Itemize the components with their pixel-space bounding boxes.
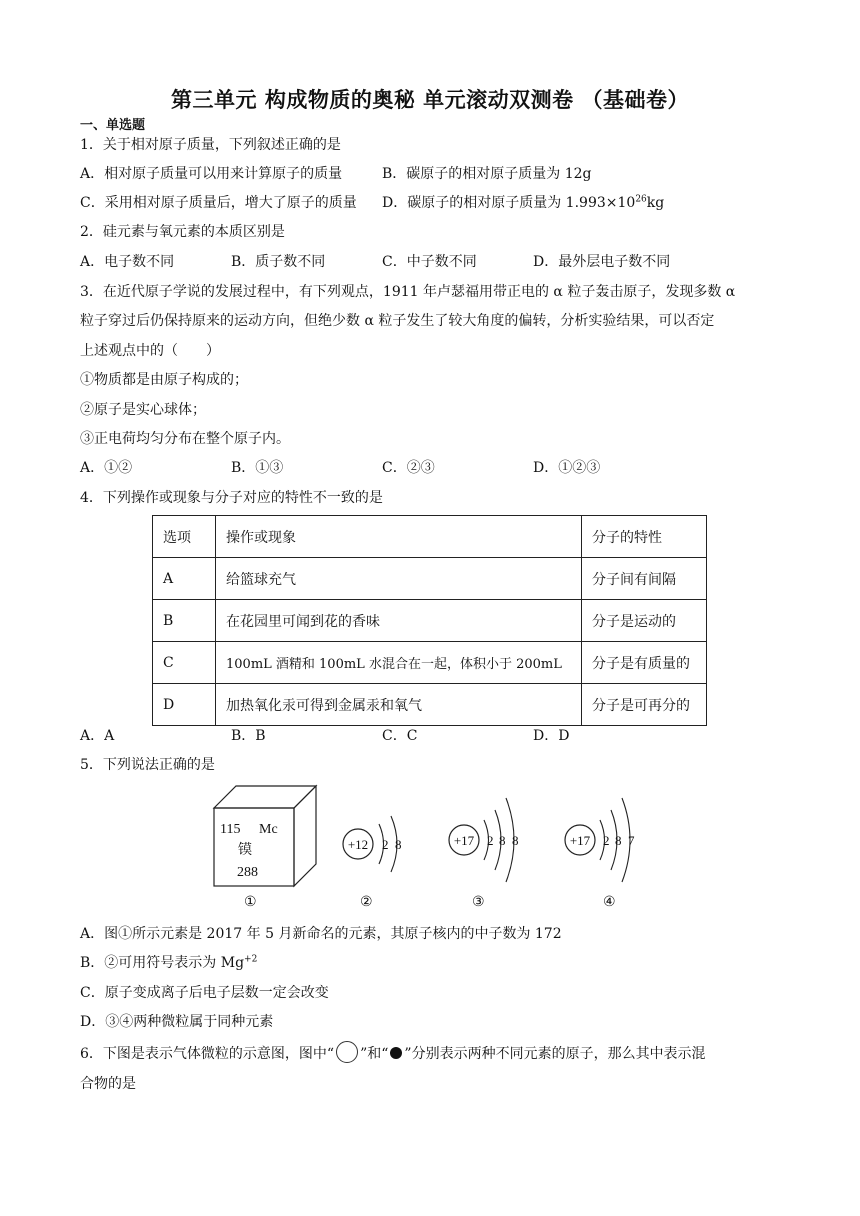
table-header-row: [153, 516, 707, 558]
question-5-option-a: A．图①所示元素是 2017 年 5 月新命名的元素，其原子核内的中子数为 172: [80, 926, 562, 942]
shell-electrons: 8: [615, 833, 622, 848]
question-4-option-d: D．D: [533, 728, 570, 744]
table-cell: 在花园里可闻到花的香味: [216, 600, 582, 642]
shell-electrons: 8: [395, 837, 402, 852]
question-5-option-b: B．②可用符号表示为 $Mg^{+2}$: [80, 954, 258, 971]
shell-electrons: 7: [628, 833, 635, 848]
atom-diagram-2: [343, 816, 402, 910]
atom-diagram-3: [449, 798, 519, 910]
table-cell: B: [153, 600, 216, 642]
figure-label-2: ②: [360, 895, 373, 910]
question-1-stem: 1．关于相对原子质量，下列叙述正确的是: [80, 137, 341, 153]
question-2-option-a: A．电子数不同: [80, 254, 175, 270]
question-2-option-c: C．中子数不同: [382, 254, 477, 270]
shell-electrons: 2: [487, 833, 494, 848]
question-6-stem-line2: 合物的是: [80, 1076, 136, 1092]
table-header-cell: 操作或现象: [216, 516, 582, 558]
question-3-statement-2: ②原子是实心球体；: [80, 402, 206, 418]
question-3-statement-3: ③正电荷均匀分布在整个原子内。: [80, 431, 290, 447]
page-title: 第三单元 构成物质的奥秘 单元滚动双测卷 （基础卷）: [171, 88, 689, 112]
element-name: 镆: [238, 842, 252, 858]
shell-electrons: 2: [603, 833, 610, 848]
question-2-option-b: B．质子数不同: [231, 254, 326, 270]
question-1-option-b: B．碳原子的相对原子质量为 12g: [382, 166, 592, 182]
table-cell: 分子是运动的: [582, 600, 707, 642]
atom-structure-figure: [210, 782, 650, 912]
question-3-stem-line2: 粒子穿过后仍保持原来的运动方向，但绝少数 α 粒子发生了较大角度的偏转，分析实验结果，可以否定: [80, 313, 715, 329]
nucleus-charge: +17: [453, 833, 475, 848]
element-cube: [214, 786, 316, 910]
table-cell: A: [153, 558, 216, 600]
table-cell: 100mL 酒精和 100mL 水混合在一起，体积小于 200mL: [216, 642, 582, 684]
white-atom-icon: [336, 1041, 358, 1063]
question-4-table: [152, 515, 707, 726]
question-1-option-c: C．采用相对原子质量后，增大了原子的质量: [80, 195, 357, 211]
table-cell: 分子间有间隔: [582, 558, 707, 600]
atom-diagram-4: [565, 798, 635, 910]
table-cell: C: [153, 642, 216, 684]
element-mass: 288: [237, 865, 258, 880]
table-cell: 加热氧化汞可得到金属汞和氧气: [216, 684, 582, 726]
question-4-option-c: C．C: [382, 728, 418, 744]
question-4-stem: 4．下列操作或现象与分子对应的特性不一致的是: [80, 490, 383, 506]
question-5-option-c: C．原子变成离子后电子层数一定会改变: [80, 985, 329, 1001]
question-3-statement-1: ①物质都是由原子构成的；: [80, 372, 248, 388]
question-3-stem-line3: 上述观点中的（ ）: [80, 343, 220, 359]
element-symbol: Mc: [259, 822, 278, 837]
question-2-option-d: D．最外层电子数不同: [533, 254, 671, 270]
table-row: [153, 642, 707, 684]
figure-label-1: ①: [244, 895, 257, 910]
nucleus-charge: +12: [347, 837, 369, 852]
nucleus-charge: +17: [569, 833, 591, 848]
figure-label-3: ③: [472, 895, 485, 910]
question-3-option-d: D．①②③: [533, 460, 601, 476]
question-3-stem-line1: 3．在近代原子学说的发展过程中，有下列观点，1911 年卢瑟福用带正电的 α 粒子轰击原子，发现多数 α: [80, 284, 736, 300]
question-3-option-b: B．①③: [231, 460, 284, 476]
table-header-cell: 选项: [153, 516, 216, 558]
question-5-stem: 5．下列说法正确的是: [80, 757, 215, 773]
question-4-option-a: A．A: [80, 728, 115, 744]
table-cell: 分子是可再分的: [582, 684, 707, 726]
figure-label-4: ④: [603, 895, 616, 910]
question-4-option-b: B．B: [231, 728, 266, 744]
question-3-option-c: C．②③: [382, 460, 435, 476]
question-2-stem: 2．硅元素与氧元素的本质区别是: [80, 224, 285, 240]
shell-electrons: 2: [382, 837, 389, 852]
question-1-option-d: D．碳原子的相对原子质量为 $1.993\times 10^{26}kg$: [382, 194, 665, 211]
question-1-option-a: A．相对原子质量可以用来计算原子的质量: [80, 166, 343, 182]
question-5-option-d: D．③④两种微粒属于同种元素: [80, 1014, 274, 1030]
element-number: 115: [220, 822, 241, 837]
shell-electrons: 8: [512, 833, 519, 848]
table-cell: 给篮球充气: [216, 558, 582, 600]
table-header-cell: 分子的特性: [582, 516, 707, 558]
section-heading: 一、单选题: [80, 118, 146, 133]
table-row: [153, 684, 707, 726]
question-3-option-a: A．①②: [80, 460, 133, 476]
question-6-stem-line1: 6．下图是表示气体微粒的示意图，图中“ ”和“ ”分别表示两种不同元素的原子，那么其中表示混: [80, 1041, 706, 1063]
black-atom-icon: [390, 1047, 402, 1059]
table-row: [153, 558, 707, 600]
table-cell: 分子是有质量的: [582, 642, 707, 684]
shell-electrons: 8: [499, 833, 506, 848]
table-cell: D: [153, 684, 216, 726]
table-row: [153, 600, 707, 642]
